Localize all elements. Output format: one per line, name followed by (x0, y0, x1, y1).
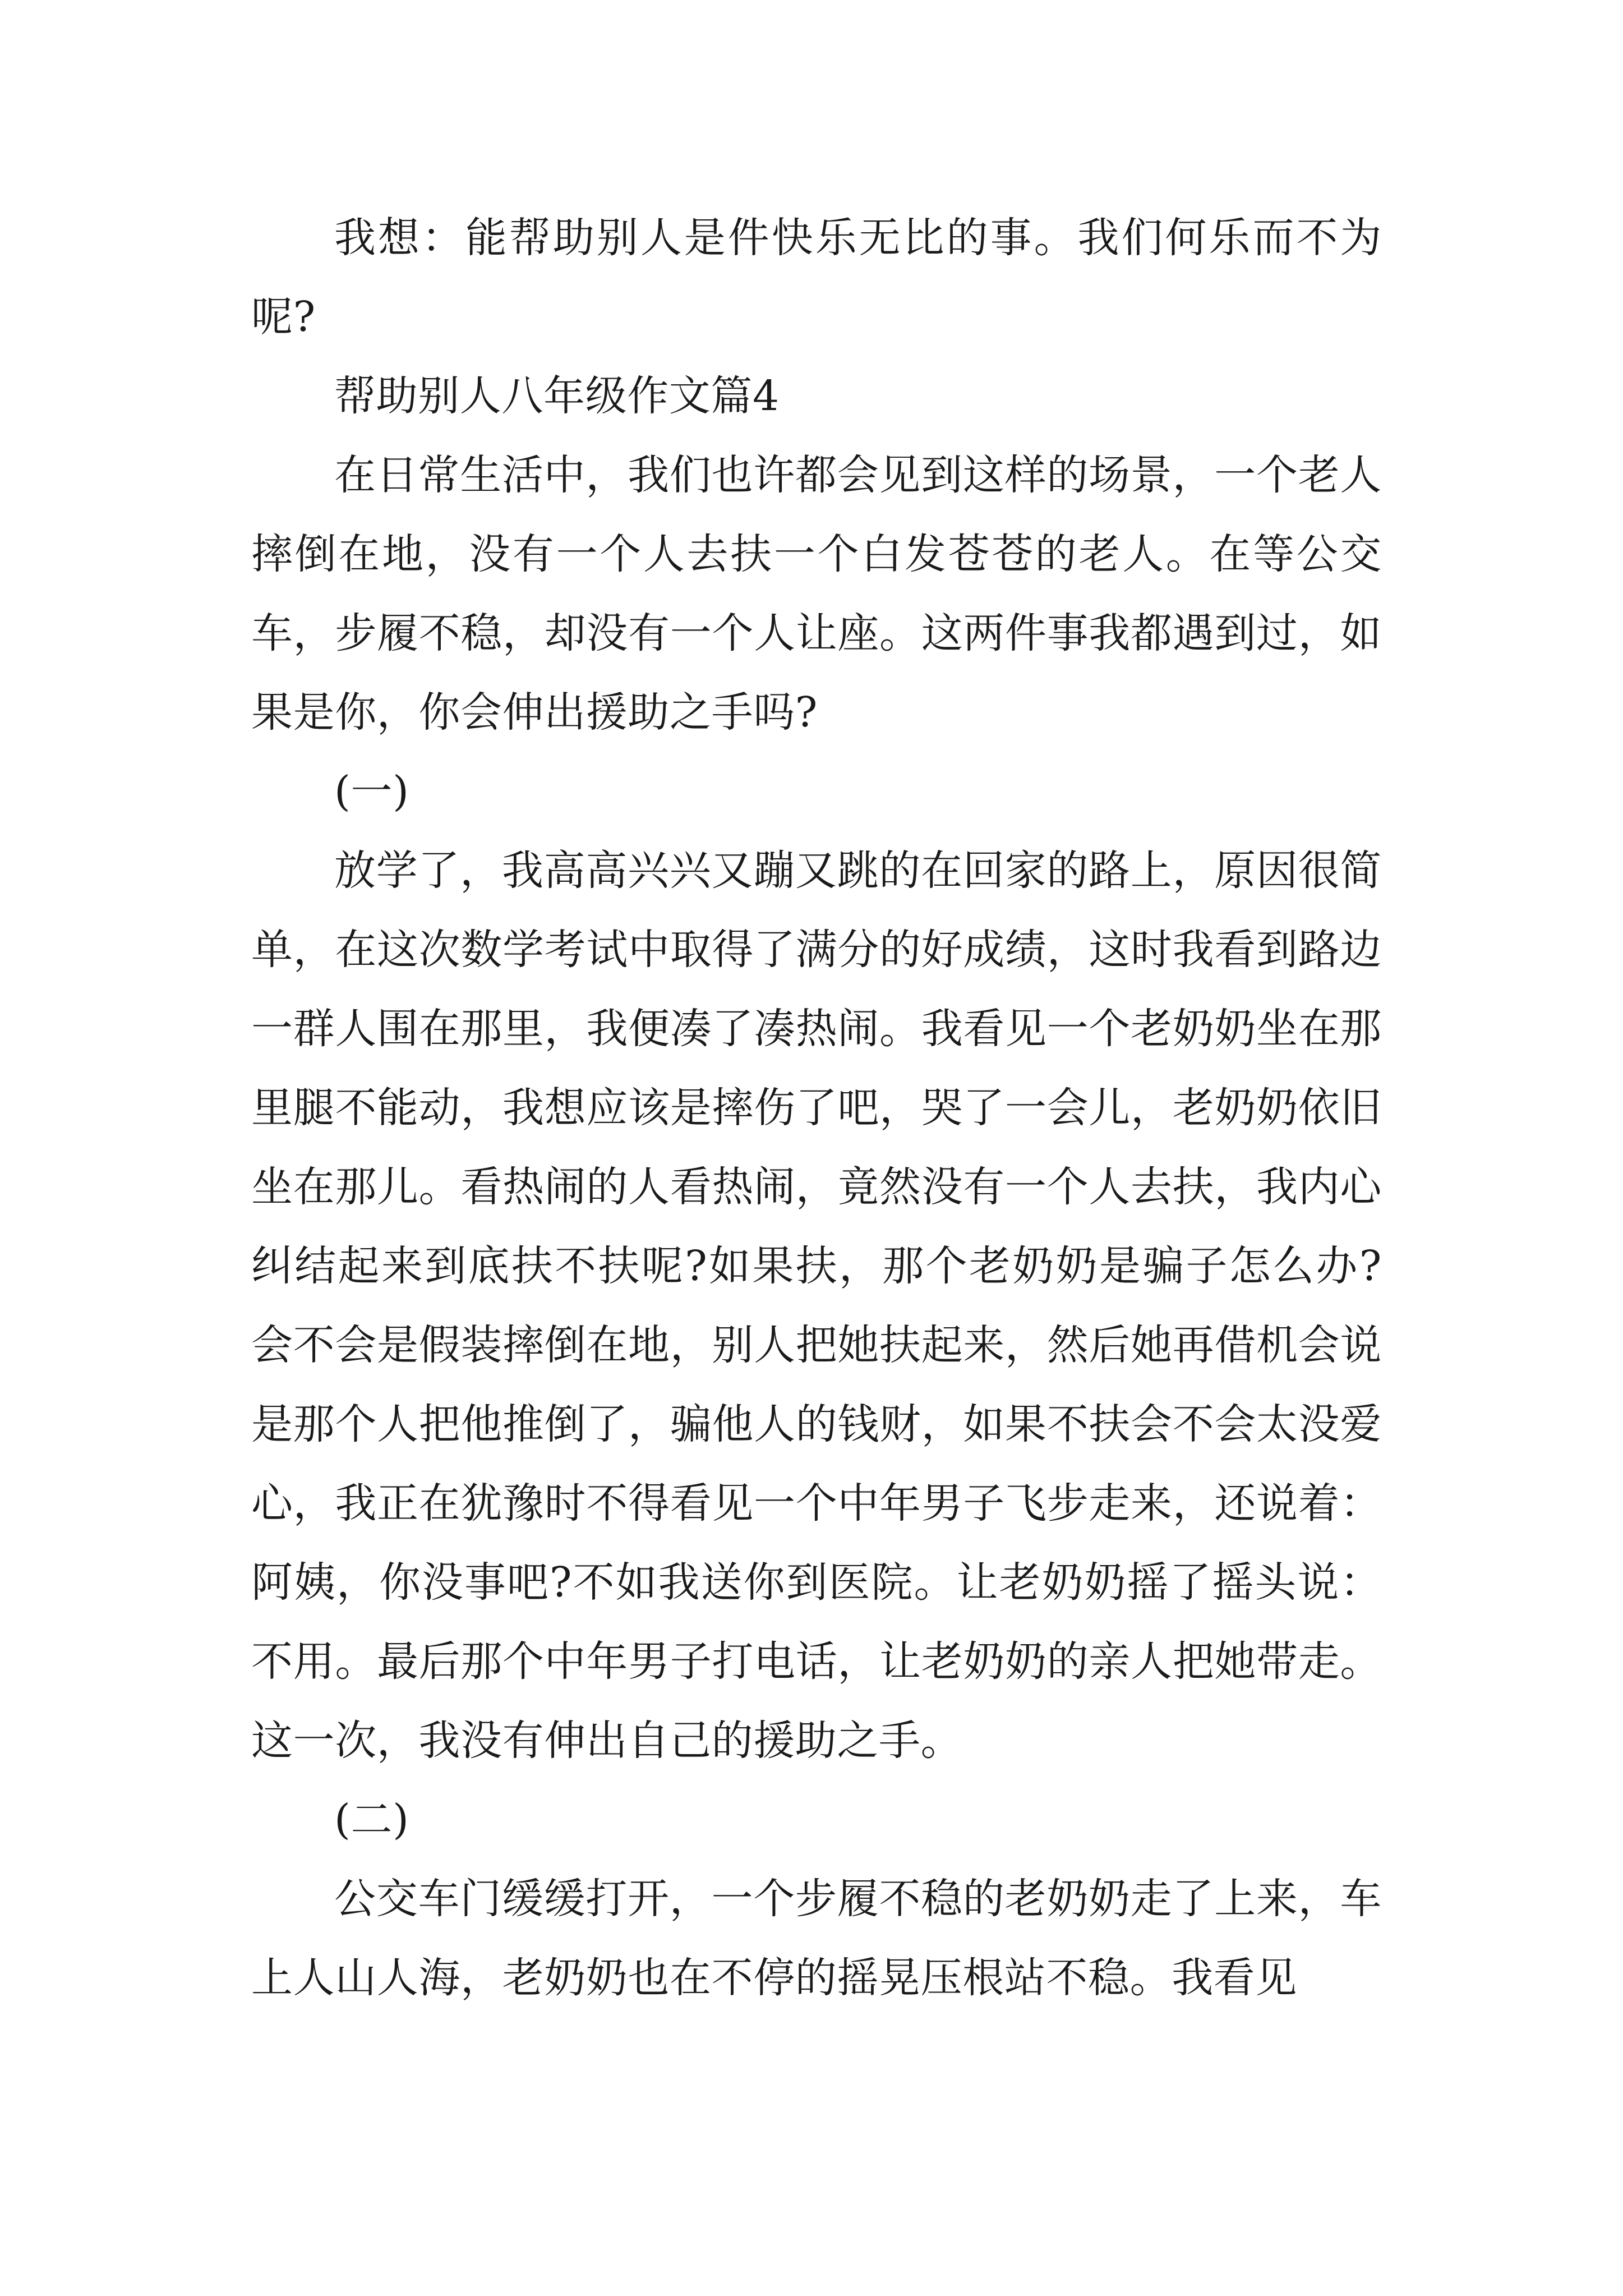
section-marker-two: (二) (334, 1796, 409, 1844)
paragraph-conclusion: 我想：能帮助别人是件快乐无比的事。我们何乐而不为呢? (251, 214, 1382, 341)
paragraph-intro: 在日常生活中，我们也许都会见到这样的场景，一个老人摔倒在地，没有一个人去扶一个白发苍苍的老人。在等公交车，步履不稳，却没有一个人让座。这两件事我都遇到过，如果是你，你会伸出援助之手吗? (251, 451, 1382, 737)
essay-body (251, 199, 1382, 2018)
paragraph-story-one: 放学了，我高高兴兴又蹦又跳的在回家的路上，原因很简单，在这次数学考试中取得了满分的好成绩，这时我看到路边一群人围在那里，我便凑了凑热闹。我看见一个老奶奶坐在那里腿不能动，我想应该是摔伤了吧，哭了一会儿，老奶奶依旧坐在那儿。看热闹的人看热闹，竟然没有一个人去扶，我内心纠结起来到底扶不扶呢?如果扶，那个老奶奶是骗子怎么办?会不会是假装摔倒在地，别人把她扶起来，然后她再借机会说是那个人把他推倒了，骗他人的钱财，如果不扶会不会太没爱心，我正在犹豫时不得看见一个中年男子飞步走来，还说着：阿姨，你没事吧?不如我送你到医院。让老奶奶摇了摇头说：不用。最后那个中年男子打电话，让老奶奶的亲人把她带走。这一次，我没有伸出自己的援助之手。 (251, 846, 1382, 1765)
essay-heading: 帮助别人八年级作文篇4 (334, 372, 780, 420)
paragraph-story-two: 公交车门缓缓打开，一个步履不稳的老奶奶走了上来，车上人山人海，老奶奶也在不停的摇晃压根站不稳。我看见 (251, 1875, 1382, 2002)
section-marker-one: (一) (334, 767, 409, 816)
